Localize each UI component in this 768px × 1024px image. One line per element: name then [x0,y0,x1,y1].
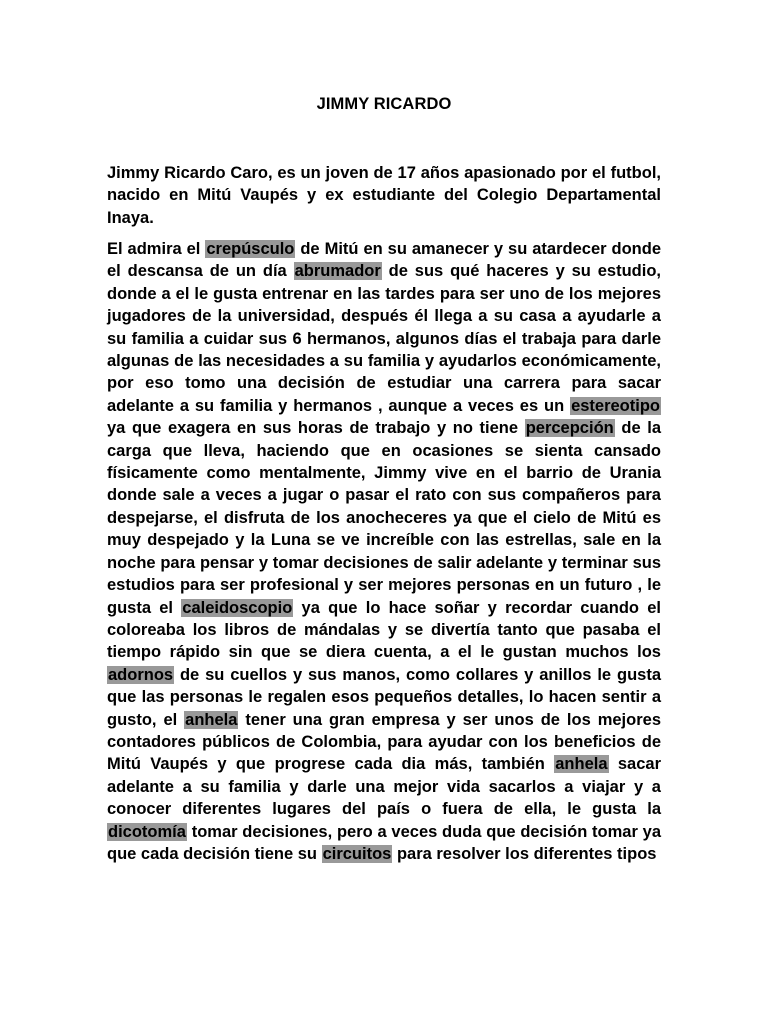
text-segment: de Mitú en su amanecer y su atardecer donde el descansa de un día [107,240,662,281]
highlighted-word: circuitos [322,844,392,863]
text-segment: El admira el [107,240,206,258]
highlighted-word: percepción [525,419,614,438]
text-segment: tomar decisiones, pero a veces duda que decisión tomar ya que cada decisión tiene su [107,822,661,863]
paragraph-intro: Jimmy Ricardo Caro, es un joven de 17 años apasionado por el futbol, nacido en Mitú Vaupés y ex estudiante del Colegio Departamental Inaya. [107,164,661,227]
text-segment: de su cuellos y sus manos, como collares y anillos le gusta que las personas le regalen esos pequeños detalles, lo hacen sentir a gusto, el [107,665,661,729]
highlighted-word: anhela [185,710,238,729]
text-segment: para resolver los diferentes tipos [392,844,657,863]
text-segment: de sus qué haceres y su estudio, donde a el le gusta entrenar en las tardes para ser uno de los mejores jugadores de la universidad, después él llega a su casa a ayudarle a su familia a cuidar sus 6 hermanos, algunos días el trabaja para darle algunas de las necesidades a su familia y ayudarlos económicamente, por eso tomo una decisión de estudiar una carrera para sacar adelante a su familia y hermanos , aunque a veces es un [107,262,661,415]
highlighted-word: anhela [555,755,608,774]
text-segment: de la carga que lleva, haciendo que en ocasiones se sienta cansado físicamente como mentalmente, Jimmy vive en el barrio de Urania donde sale a veces a jugar o pasar el rato con sus compañeros para despejarse, el disfruta de los anocheceres ya que el cielo de Mitú es muy despejado y la Luna se ve increíble con las estrellas, sale en la noche para pensar y tomar decisiones de salir adelante y terminar sus estudios para ser profesional y ser mejores personas en un futuro , le gusta el [107,419,662,617]
text-segment: sacar adelante a su familia y darle una mejor vida sacarlos a viajar y a conocer diferentes lugares del país o fuera de ella, le gusta la [107,755,661,819]
highlighted-word: adornos [108,665,174,684]
highlighted-word: crepúsculo [206,240,295,258]
highlighted-word: dicotomía [108,822,186,841]
document-title: JIMMY RICARDO [316,95,452,113]
highlighted-word: caleidoscopio [182,598,293,617]
highlighted-word: estereotipo [571,396,660,415]
paragraph-main [107,238,661,865]
text-segment: tener una gran empresa y ser unos de los mejores contadores públicos de Colombia, para ayudar con los beneficios de Mitú Vaupés y que progrese cada dia más, también [107,710,661,774]
highlighted-word: abrumador [294,262,381,281]
text-segment: ya que lo hace soñar y recordar cuando el coloreaba los libros de mándalas y se divertía tanto que pasaba el tiempo rápido sin que se diera cuenta, a el le gustan muchos los [107,598,661,662]
text-segment: ya que exagera en sus horas de trabajo y no tiene [107,419,525,438]
